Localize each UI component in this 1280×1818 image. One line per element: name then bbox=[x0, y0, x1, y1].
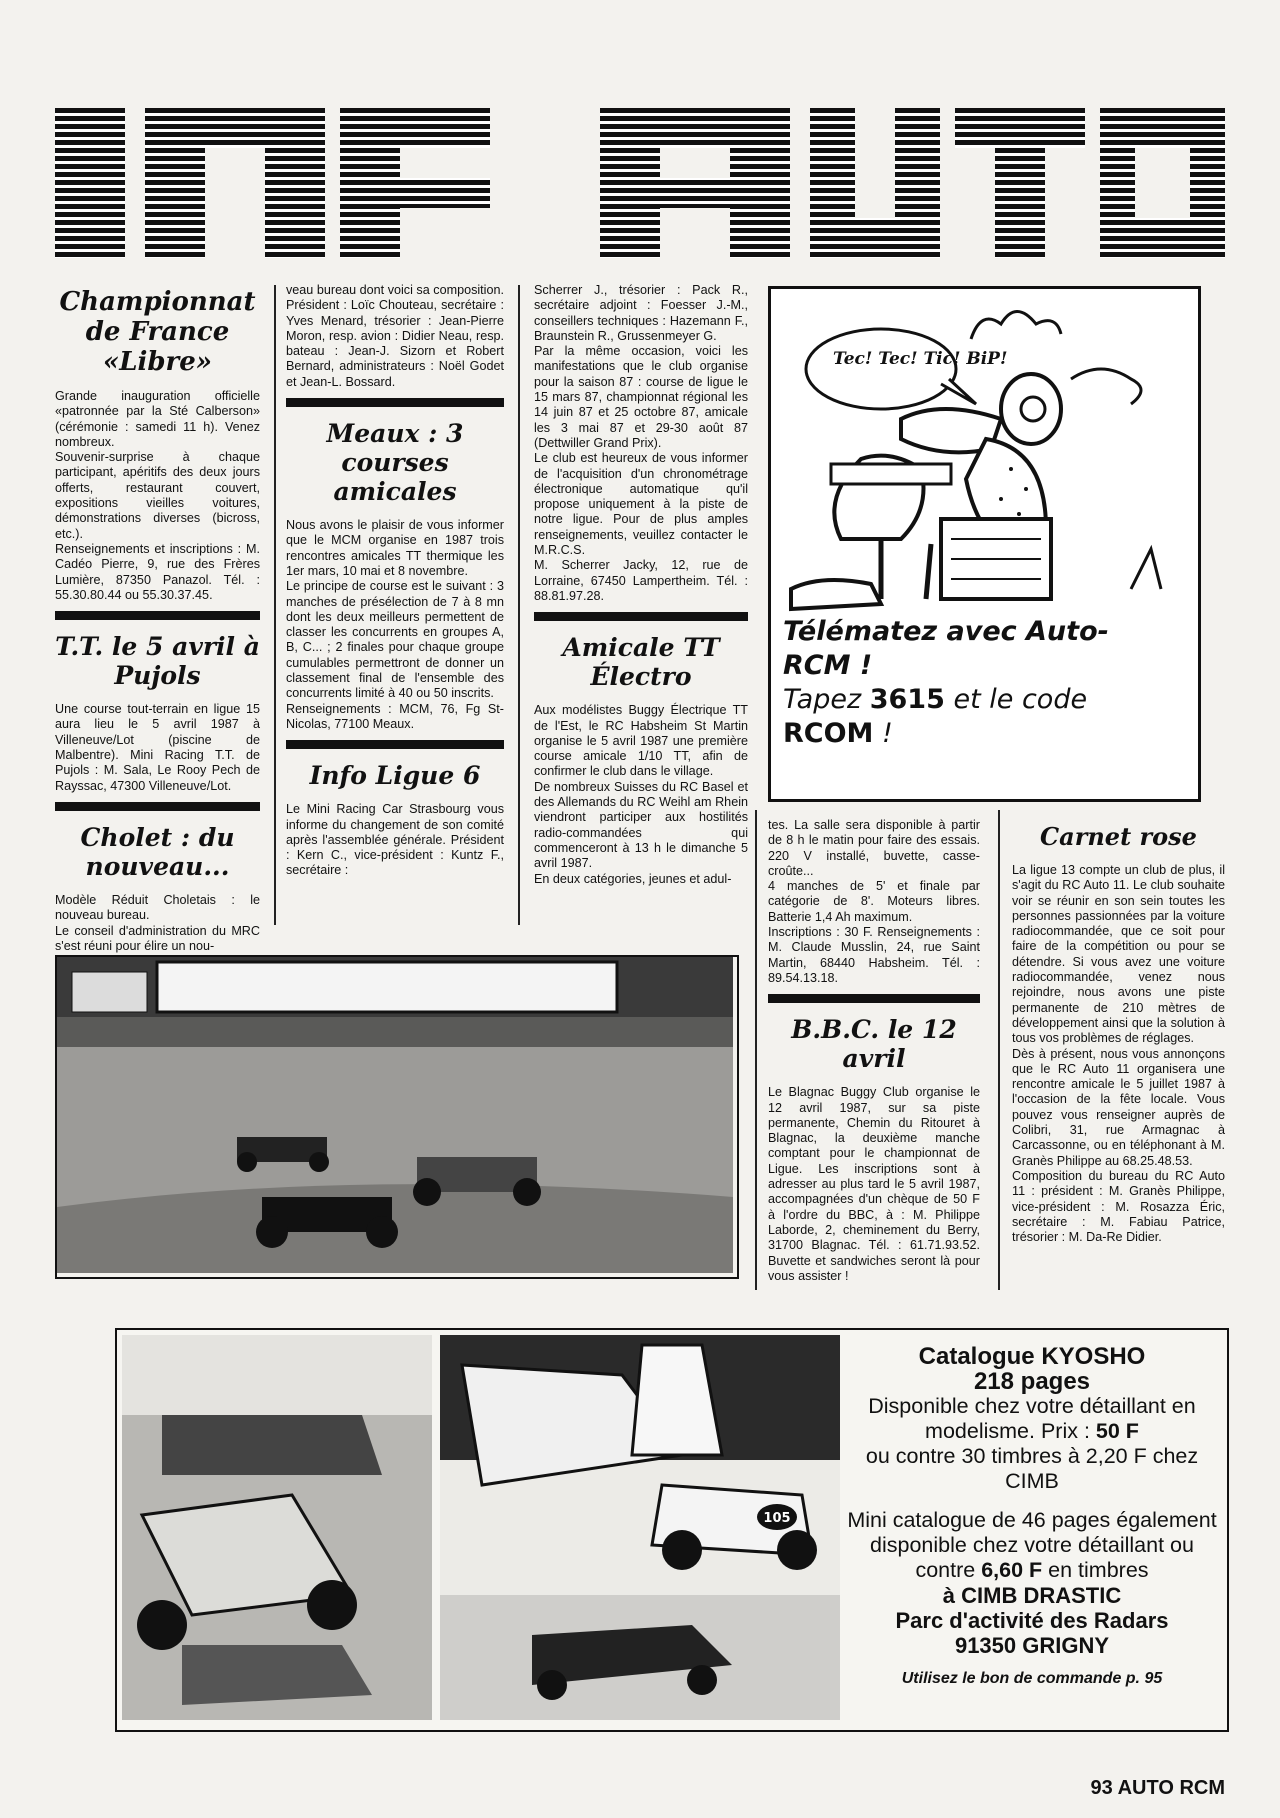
paragraph: Grande inauguration officielle «patronnée par la Sté Calberson» (cérémonie : samedi 11 h). Venez nombreux. bbox=[55, 389, 260, 449]
paragraph: Dès à présent, nous vous annonçons que le RC Auto 11 organisera une rencontre amicale le 5 juillet 1987 à l'occasion de la fête locale. Vous pouvez vous renseigner auprès de Colibri, 31, rue Armagnac à Carcassonne, ou en téléphonant à M. Granès Philippe au 68.25.48.53. bbox=[1012, 1046, 1225, 1168]
paragraph: Renseignements et inscriptions : M. Cadéo Pierre, 9, rue des Frères Lumière, 87350 Panazol. Tél. : 55.30.80.44 ou 55.30.37.45. bbox=[55, 541, 260, 602]
headline-cholet: Cholet : du nouveau... bbox=[80, 822, 235, 881]
paragraph: En deux catégories, jeunes et adul- bbox=[534, 871, 732, 886]
ad-order-note: Utilisez le bon de commande p. 95 bbox=[901, 1670, 1163, 1687]
section-rule bbox=[55, 611, 260, 620]
headline-meaux: Meaux : 3 courses amicales bbox=[326, 419, 464, 507]
paragraph: Le Blagnac Buggy Club organise le 12 avril 1987, sur sa piste permanente, Chemin du Ritouret à Blagnac, la deuxième manche comptant pour le championnat de Ligue. Les inscriptions sont à adresser au plus tard le 5 avril 1987, accompagnées d'un chèque de 50 F à l'ordre du BBC, à : M. Philippe Laborde, 2, cheminement du Berry, 31700 Blagnac. Tél. : 61.71.93.52. Buvette et sandwiches seront là pour vous assister ! bbox=[768, 1085, 980, 1283]
section-rule bbox=[286, 398, 504, 407]
headline-championnat: Championnat de France «Libre» bbox=[59, 287, 256, 377]
paragraph: Renseignements : MCM, 76, Fg St-Nicolas, 77100 Meaux. bbox=[286, 701, 504, 731]
section-rule bbox=[55, 802, 260, 811]
paragraph: Le club est heureux de vous informer de l'acquisition d'un chronométrage électronique automatique qu'il propose uniquement à la piste de notre ligue. Pour de plus amples renseignements, veuillez contacter le M.R.C.S. bbox=[534, 451, 748, 558]
section-rule bbox=[286, 740, 504, 749]
ad-text: Mini catalogue de 46 pages également disponible chez votre détaillant ou contre bbox=[847, 1508, 1217, 1582]
ad-text-block bbox=[842, 1344, 1222, 1691]
minitel-service-name: RCOM bbox=[783, 718, 874, 749]
ad-title: Catalogue KYOSHO bbox=[918, 1343, 1146, 1370]
ad-pages: 218 pages bbox=[973, 1368, 1091, 1395]
headline-info-ligue: Info Ligue 6 bbox=[309, 761, 481, 791]
column-divider bbox=[998, 810, 1000, 1290]
car-number-label: 105 bbox=[763, 1511, 791, 1526]
section-rule bbox=[768, 994, 980, 1003]
paragraph: Une course tout-terrain en ligue 15 aura lieu le 5 avril 1987 à Villeneuve/Lot (piscine de Malbentre). Mini Racing T.T. de Pujols : M. Sala, Le Rooy Pech de Rayssac, 47300 Villeneuve/Lot. bbox=[55, 702, 260, 793]
paragraph: Le principe de course est le suivant : 3 manches de présélection de 7 à 8 mn dont les deux meilleurs permettent de classer les concurrents en groupes A, B, C... ; 2 finales pour chaque groupe cumulables permettront de donner un classement final de l'ensemble des concurrents limité à 40 ou 50 inscrits. bbox=[286, 579, 504, 701]
ad-line bbox=[842, 1508, 1222, 1583]
article-column-3 bbox=[534, 283, 748, 887]
telematic-text: RCM ! bbox=[783, 650, 873, 681]
article-column-2 bbox=[286, 283, 504, 879]
telematic-line-2 bbox=[783, 649, 872, 682]
headline-carnet-rose: Carnet rose bbox=[1040, 822, 1197, 851]
paragraph: 4 manches de 5' et finale par catégorie de 8'. Moteurs libres. Batterie 1,4 Ah maximum. bbox=[768, 879, 980, 924]
paragraph: La ligue 13 compte un club de plus, il s'agit du RC Auto 11. Le club souhaite voir se réunir en son sein toutes les personnes passionnées par la voiture radiocommandée, que ce soit pour faire de la compétition ou pour se détendre. Si vous avez une voiture radiocommandée, venez nous rejoindre, nous avons une piste permanente de 210 mètres de développement ainsi que la solution à tous vos problèmes de réglages. bbox=[1012, 863, 1225, 1046]
ad-line: ou contre 30 timbres à 2,20 F chez CIMB bbox=[865, 1444, 1199, 1493]
page-footer bbox=[1091, 1777, 1225, 1800]
paragraph: Le Mini Racing Car Strasbourg vous informe du changement de son comité après l'assemblée générale. Président : Kern C., vice-président : Kuntz F., secrétaire : bbox=[286, 802, 504, 878]
paragraph: Modèle Réduit Choletais : le nouveau bureau. bbox=[55, 892, 260, 923]
paragraph: Inscriptions : 30 F. Renseignements : M. Claude Musslin, 24, rue Saint Martin, 68440 Habsheim. Tél. : 89.54.13.18. bbox=[768, 925, 980, 985]
telematic-text: Télématez avec Auto- bbox=[783, 616, 1109, 647]
headline-amicale-tt: Amicale TT Électro bbox=[562, 633, 720, 692]
kyosho-catalogue-ad bbox=[115, 1328, 1229, 1732]
article-column-4 bbox=[768, 818, 980, 1284]
paragraph: Composition du bureau du RC Auto 11 : président : M. Granès Philippe, vice-président : M. Rosazza Éric, secrétaire : M. Fabiau Patrice, trésorier : M. Da-Re Didier. bbox=[1012, 1168, 1225, 1245]
ad-line bbox=[842, 1394, 1222, 1444]
telematic-ad-box bbox=[768, 286, 1201, 802]
ad-line: Parc d'activité des Radars bbox=[895, 1608, 1169, 1633]
telematic-line-3 bbox=[783, 683, 1087, 716]
race-photo bbox=[55, 955, 739, 1279]
section-rule bbox=[534, 612, 748, 621]
paragraph: veau bureau dont voici sa composition. Président : Loïc Chouteau, secrétaire : Yves Menard, trésorier : Jean-Pierre Moron, resp. avion : Didier Neau, resp. bateau : Jean-J. Sizorn et Robert Bernard, administrateurs : Noël Godet et Jean-L. Bossard. bbox=[286, 283, 504, 389]
ad-text: Disponible chez votre détaillant en modelisme. Prix : bbox=[868, 1394, 1196, 1443]
paragraph: Le conseil d'administration du MRC s'est réuni pour élire un nou- bbox=[55, 923, 260, 953]
race-photo-image bbox=[57, 957, 733, 1273]
minitel-code: 3615 bbox=[869, 684, 945, 715]
column-divider bbox=[755, 810, 757, 1290]
magazine-name: AUTO RCM bbox=[1117, 1777, 1225, 1799]
ad-price: 6,60 F bbox=[981, 1558, 1043, 1582]
telematic-text: et le code bbox=[953, 684, 1088, 715]
column-divider bbox=[518, 285, 520, 925]
masthead-logo bbox=[55, 108, 1225, 258]
ad-text: en timbres bbox=[1048, 1558, 1149, 1582]
article-column-1 bbox=[55, 283, 260, 954]
page-number: 93 bbox=[1090, 1777, 1113, 1799]
paragraph: M. Scherrer Jacky, 12, rue de Lorraine, 67450 Lampertheim. Tél. : 88.81.97.28. bbox=[534, 558, 748, 603]
catalogue-photos bbox=[122, 1335, 842, 1725]
paragraph: Scherrer J., trésorier : Pack R., secrétaire adjoint : Foesser J.-M., conseillers techniques : Hazemann F., Braunstein R., Grussenmeyer G. bbox=[534, 283, 748, 343]
ad-line: à CIMB DRASTIC bbox=[942, 1583, 1122, 1608]
cartoon-illustration bbox=[771, 289, 1192, 629]
speech-bubble-text: Tec! Tec! Tic! BiP! bbox=[833, 349, 1008, 369]
headline-bbc: B.B.C. le 12 avril bbox=[791, 1015, 957, 1074]
column-divider bbox=[274, 285, 276, 925]
telematic-text: ! bbox=[882, 718, 893, 749]
paragraph: Par la même occasion, voici les manifestations que le club organise pour la saison 87 : course de ligue le 15 mars 87, championnat régional les 14 juin 87 et 25 octobre 87, amicale les 3 mai 87 et 29-30 août 87 (Dettwiller Grand Prix). bbox=[534, 344, 748, 450]
telematic-line-4 bbox=[783, 717, 893, 750]
ad-price: 50 F bbox=[1095, 1419, 1139, 1443]
ad-line: 91350 GRIGNY bbox=[954, 1633, 1110, 1658]
paragraph: Souvenir-surprise à chaque participant, apéritifs des deux jours offerts, restaurant couvert, expositions vieilles voitures, démonstrations diverses (bicross, etc.). bbox=[55, 450, 260, 541]
telematic-text: Tapez bbox=[783, 684, 862, 715]
paragraph: De nombreux Suisses du RC Basel et des Allemands du RC Weihl am Rhein viendront participer aux hostilités radio-commandées qui commenceront à 13 h le dimanche 5 avril 1987. bbox=[534, 779, 748, 871]
headline-tt-pujols: T.T. le 5 avril à Pujols bbox=[55, 632, 260, 691]
paragraph: Aux modélistes Buggy Électrique TT de l'Est, le RC Habsheim St Martin organise le 5 avril 1987 une première course amicale 1/10 TT, afin de confirmer le club dans le village. bbox=[534, 703, 748, 779]
article-column-5 bbox=[1012, 818, 1225, 1245]
paragraph: Nous avons le plaisir de vous informer que le MCM organise en 1987 trois rencontres amicales TT thermique les 1er mars, 10 mai et 8 novembre. bbox=[286, 518, 504, 578]
paragraph: tes. La salle sera disponible à partir de 8 h le matin pour faire des essais. 220 V installé, buvette, casse-croûte... bbox=[768, 818, 980, 878]
telematic-line-1 bbox=[783, 615, 1109, 648]
